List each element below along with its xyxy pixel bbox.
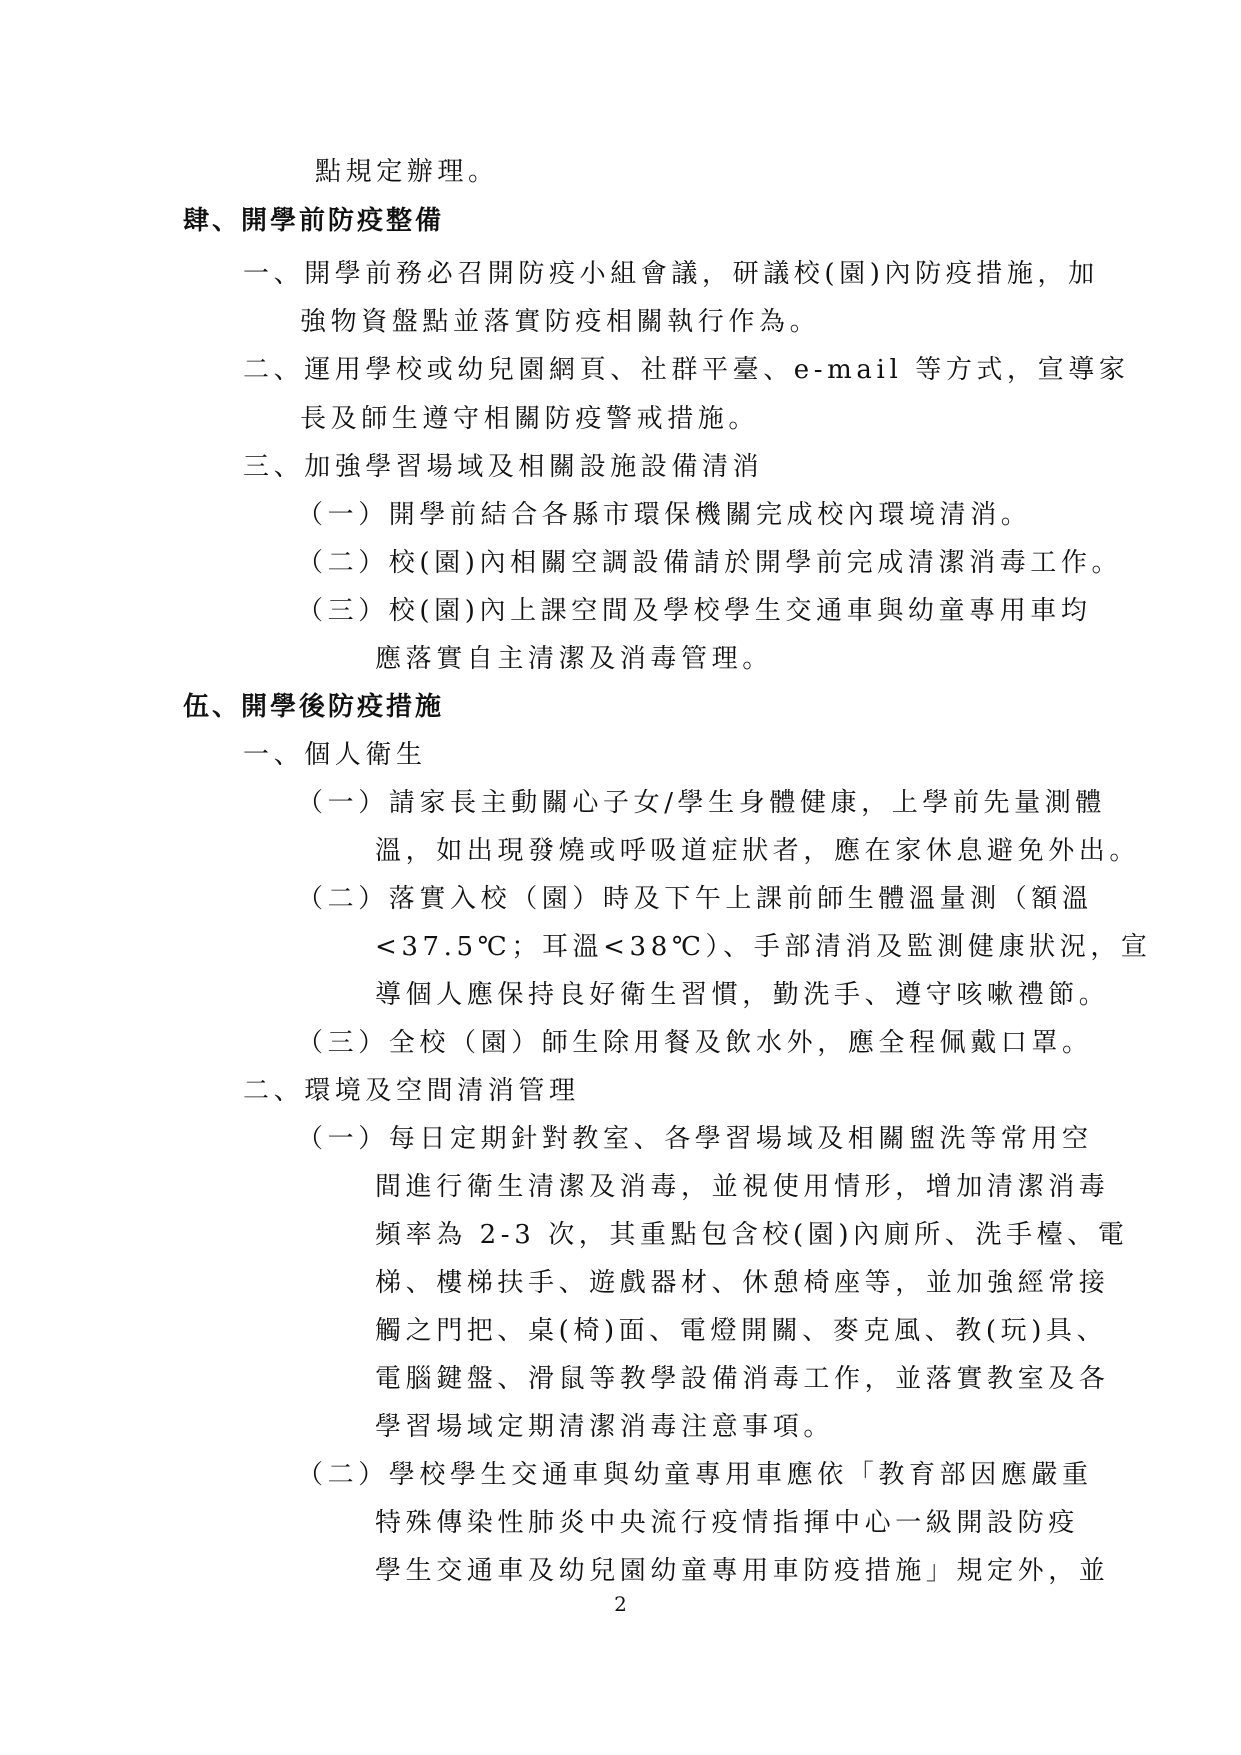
text-line: 觸之門把、桌(椅)面、電燈開關、麥克風、教(玩)具、 [375, 1316, 1108, 1346]
text-line: 電腦鍵盤、滑鼠等教學設備消毒工作，並落實教室及各 [375, 1364, 1110, 1394]
text-line: 二、環境及空間清消管理 [243, 1076, 580, 1106]
text-line: <37.5℃；耳溫<38℃）、手部清消及監測健康狀況，宣 [375, 932, 1152, 962]
text-line: 應落實自主清潔及消毒管理。 [375, 644, 773, 674]
text-line: 學習場域定期清潔消毒注意事項。 [375, 1412, 835, 1442]
text-line: 二、運用學校或幼兒園網頁、社群平臺、e-mail 等方式，宣導家 [243, 355, 1130, 385]
text-line: （二）落實入校（園）時及下午上課前師生體溫量測（額溫 [297, 884, 1093, 914]
text-line: 一、個人衛生 [243, 740, 427, 770]
text-line: 點規定辦理。 [315, 157, 499, 187]
section-heading: 伍、開學後防疫措施 [183, 692, 445, 722]
text-line: （二）校(園)內相關空調設備請於開學前完成清潔消毒工作。 [297, 548, 1123, 578]
text-line: （二）學校學生交通車與幼童專用車應依「教育部因應嚴重 [297, 1460, 1093, 1490]
text-line: （三）校(園)內上課空間及學校學生交通車與幼童專用車均 [297, 596, 1092, 626]
text-line: （三）全校（園）師生除用餐及飲水外，應全程佩戴口罩。 [297, 1028, 1093, 1058]
text-line: 梯、樓梯扶手、遊戲器材、休憩椅座等，並加強經常接 [375, 1268, 1110, 1298]
text-line: （一）請家長主動關心子女/學生身體健康，上學前先量測體 [297, 788, 1106, 818]
text-line: 一、開學前務必召開防疫小組會議，研議校(園)內防疫措施，加 [243, 259, 1099, 289]
page-number: 2 [614, 1592, 627, 1616]
text-line: 特殊傳染性肺炎中央流行疫情指揮中心一級開設防疫 [375, 1508, 1079, 1538]
text-line: 溫，如出現發燒或呼吸道症狀者，應在家休息避免外出。 [375, 836, 1141, 866]
text-line: 三、加強學習場域及相關設施設備清消 [243, 452, 764, 482]
text-line: 強物資盤點並落實防疫相關執行作為。 [300, 307, 821, 337]
text-line: 頻率為 2-3 次，其重點包含校(園)內廁所、洗手檯、電 [375, 1220, 1129, 1250]
text-line: 間進行衛生清潔及消毒，並視使用情形，增加清潔消毒 [375, 1172, 1110, 1202]
section-heading: 肆、開學前防疫整備 [183, 206, 445, 236]
text-line: 導個人應保持良好衛生習慣，勤洗手、遵守咳嗽禮節。 [375, 980, 1110, 1010]
text-line: （一）每日定期針對教室、各學習場域及相關盥洗等常用空 [297, 1124, 1093, 1154]
text-line: 學生交通車及幼兒園幼童專用車防疫措施」規定外，並 [375, 1556, 1110, 1586]
text-line: （一）開學前結合各縣市環保機關完成校內環境清消。 [297, 500, 1032, 530]
text-line: 長及師生遵守相關防疫警戒措施。 [300, 404, 760, 434]
